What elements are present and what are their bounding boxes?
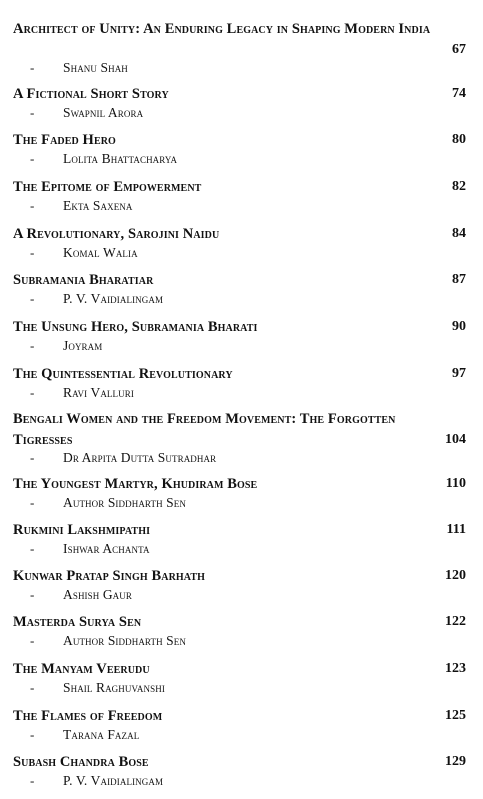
author-dash: -	[30, 495, 35, 510]
entry-author: Ishwar Achanta	[63, 541, 150, 556]
entry-page-number: 80	[452, 132, 466, 147]
entry-title: Bengali Women and the Freedom Movement: The Forgotten Tigresses	[13, 411, 396, 448]
entry-author: Tarana Fazal	[63, 727, 140, 742]
entry-title: The Quintessential Revolutionary	[13, 366, 233, 382]
entry-title: The Flames of Freedom	[13, 708, 163, 724]
entry-author: Swapnil Arora	[63, 105, 144, 120]
entry-page-number: 90	[452, 319, 466, 334]
author-dash: -	[30, 245, 35, 260]
author-dash: -	[30, 338, 35, 353]
entry-page-number: 82	[452, 179, 466, 194]
entry-author: Ravi Valluri	[63, 385, 134, 400]
entry-author: Joyram	[63, 338, 103, 353]
entry-title: The Faded Hero	[13, 132, 116, 148]
author-dash: -	[30, 291, 35, 306]
entry-author: Lolita Bhattacharya	[63, 151, 178, 166]
entry-author: P. V. Vaidialingam	[63, 291, 164, 306]
entry-author: P. V. Vaidialingam	[63, 773, 164, 788]
entry-page-number: 67	[452, 42, 466, 57]
entry-author: Author Siddharth Sen	[63, 495, 186, 510]
author-dash: -	[30, 587, 35, 602]
entry-author: Ekta Saxena	[63, 198, 133, 213]
entry-page-number: 125	[445, 708, 466, 723]
entry-page-number: 120	[445, 568, 466, 583]
entry-title: Masterda Surya Sen	[13, 614, 142, 630]
author-dash: -	[30, 450, 35, 465]
entry-title: Subash Chandra Bose	[13, 754, 149, 770]
author-dash: -	[30, 773, 35, 788]
author-dash: -	[30, 680, 35, 695]
entry-page-number: 84	[452, 226, 466, 241]
entry-author: Author Siddharth Sen	[63, 633, 186, 648]
entry-title: The Epitome of Empowerment	[13, 179, 202, 195]
author-dash: -	[30, 727, 35, 742]
entry-title: The Unsung Hero, Subramania Bharati	[13, 319, 258, 335]
entry-title: A Fictional Short Story	[13, 86, 169, 102]
entry-title: Rukmini Lakshmipathi	[13, 522, 151, 538]
entry-page-number: 110	[445, 476, 466, 491]
entry-page-number: 104	[445, 432, 466, 447]
entry-title: Kunwar Pratap Singh Barhath	[13, 568, 206, 584]
author-dash: -	[30, 151, 35, 166]
author-dash: -	[30, 541, 35, 556]
author-dash: -	[30, 198, 35, 213]
entry-page-number: 129	[445, 754, 466, 769]
author-dash: -	[30, 633, 35, 648]
entry-page-number: 87	[452, 272, 466, 287]
entry-page-number: 111	[446, 522, 466, 537]
entry-title: A Revolutionary, Sarojini Naidu	[13, 226, 220, 242]
entry-author: Shanu Shah	[63, 60, 128, 75]
entry-author: Dr Arpita Dutta Sutradhar	[63, 450, 217, 465]
entry-page-number: 97	[452, 366, 466, 381]
entry-author: Shail Raghuvanshi	[63, 680, 165, 695]
entry-title: The Youngest Martyr, Khudiram Bose	[13, 476, 258, 492]
author-dash: -	[30, 385, 35, 400]
entry-author: Komal Walia	[63, 245, 138, 260]
entry-author: Ashish Gaur	[63, 587, 132, 602]
author-dash: -	[30, 105, 35, 120]
entry-title: The Manyam Veerudu	[13, 661, 150, 677]
entry-title: Subramania Bharatiar	[13, 272, 154, 288]
entry-page-number: 122	[445, 614, 466, 629]
entry-title: Architect of Unity: An Enduring Legacy in Shaping Modern India	[13, 21, 431, 37]
entry-page-number: 123	[445, 661, 466, 676]
author-dash: -	[30, 60, 35, 75]
entry-page-number: 74	[452, 86, 466, 101]
